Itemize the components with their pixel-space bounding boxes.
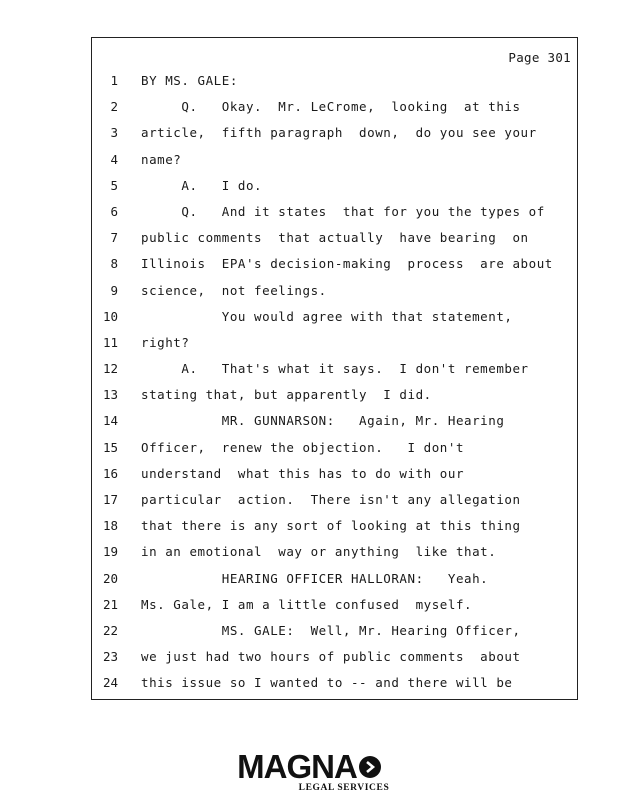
line-number: 16	[102, 465, 118, 481]
line-number: 15	[102, 439, 118, 455]
transcript-line	[92, 281, 577, 307]
line-number: 12	[102, 361, 118, 377]
line-number: 19	[102, 544, 118, 560]
transcript-line	[92, 647, 577, 673]
transcript-page	[91, 37, 578, 700]
transcript-line	[92, 516, 577, 542]
transcript-line	[92, 569, 577, 595]
transcript-line	[92, 490, 577, 516]
transcript-line	[92, 595, 577, 621]
line-number: 8	[110, 256, 118, 272]
line-number: 18	[102, 518, 118, 534]
line-number: 24	[102, 675, 118, 691]
line-text: in an emotional way or anything like that.	[141, 544, 497, 560]
line-text: A. I do.	[141, 177, 263, 193]
line-number: 21	[102, 596, 118, 612]
line-number: 7	[110, 230, 118, 246]
line-number: 9	[110, 282, 118, 298]
transcript-line	[92, 97, 577, 123]
line-text: right?	[141, 334, 190, 350]
line-text: science, not feelings.	[141, 282, 327, 298]
line-text: understand what this has to do with our	[141, 465, 465, 481]
line-number: 22	[102, 622, 118, 638]
transcript-line	[92, 123, 577, 149]
line-text: this issue so I wanted to -- and there will be	[141, 675, 513, 691]
line-number: 11	[102, 334, 118, 350]
transcript-line	[92, 333, 577, 359]
line-text: Q. And it states that for you the types of	[141, 203, 545, 219]
line-text: name?	[141, 151, 182, 167]
magna-logo	[0, 748, 618, 793]
logo-subtitle: LEGAL SERVICES	[298, 783, 390, 793]
line-text: Illinois EPA's decision-making process are about	[141, 256, 553, 272]
transcript-lines	[92, 71, 577, 700]
line-number: 1	[110, 73, 118, 88]
transcript-line	[92, 254, 577, 280]
line-text: You would agree with that statement,	[141, 308, 513, 324]
line-text: we just had two hours of public comments about	[141, 649, 521, 665]
transcript-line	[92, 385, 577, 411]
transcript-line	[92, 621, 577, 647]
line-text: article, fifth paragraph down, do you see your	[141, 125, 537, 141]
transcript-line	[92, 307, 577, 333]
line-text: HEARING OFFICER HALLORAN: Yeah.	[141, 570, 489, 586]
page-number: Page 301	[508, 50, 571, 65]
line-text: that there is any sort of looking at this thing	[141, 518, 521, 534]
line-number: 20	[102, 570, 118, 586]
transcript-line	[92, 176, 577, 202]
line-number: 5	[110, 177, 118, 193]
logo-wordmark: MAGNA	[237, 748, 357, 785]
line-text: particular action. There isn't any allegation	[141, 492, 521, 507]
transcript-line	[92, 228, 577, 254]
chevron-right-circle-icon	[359, 756, 381, 778]
transcript-line	[92, 359, 577, 385]
transcript-line	[92, 202, 577, 228]
line-number: 23	[102, 649, 118, 665]
transcript-line	[92, 150, 577, 176]
line-text: Q. Okay. Mr. LeCrome, looking at this	[141, 99, 521, 115]
transcript-line	[92, 542, 577, 568]
line-text: public comments that actually have bearing on	[141, 230, 529, 246]
line-number: 3	[110, 125, 118, 141]
transcript-line	[92, 673, 577, 699]
line-number: 4	[110, 151, 118, 167]
line-text: stating that, but apparently I did.	[141, 387, 432, 403]
line-number: 6	[110, 203, 118, 219]
line-text: BY MS. GALE:	[141, 73, 238, 88]
line-text: Officer, renew the objection. I don't	[141, 439, 465, 455]
line-text: MS. GALE: Well, Mr. Hearing Officer,	[141, 622, 521, 638]
line-text: A. That's what it says. I don't remember	[141, 361, 529, 377]
line-text: MR. GUNNARSON: Again, Mr. Hearing	[141, 413, 505, 429]
transcript-line	[92, 411, 577, 437]
line-number: 2	[110, 99, 118, 115]
transcript-line	[92, 464, 577, 490]
line-number: 10	[102, 308, 118, 324]
line-text: Ms. Gale, I am a little confused myself.	[141, 596, 473, 612]
line-number: 14	[102, 413, 118, 429]
transcript-line	[92, 71, 577, 97]
line-number: 17	[102, 492, 118, 507]
line-number: 13	[102, 387, 118, 403]
transcript-line	[92, 438, 577, 464]
